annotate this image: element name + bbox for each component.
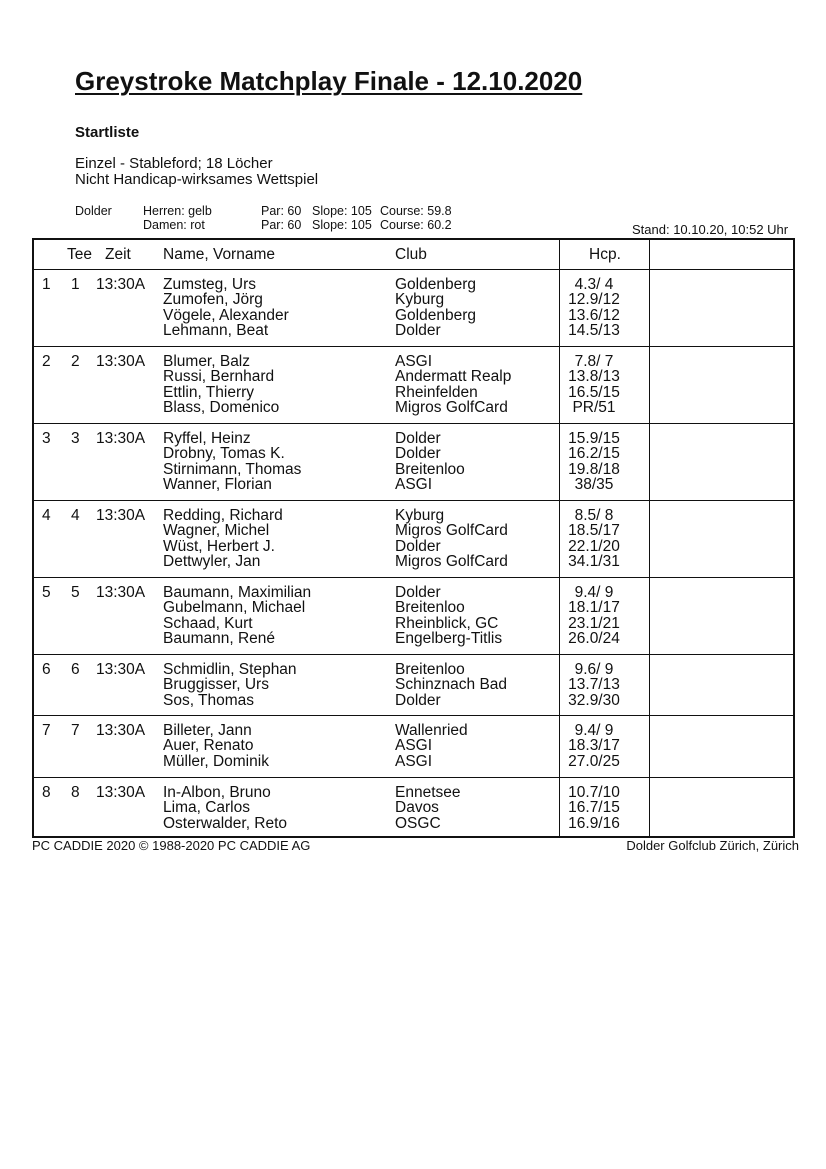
player-hcp: 10.7/10 (568, 784, 620, 801)
player-hcps (559, 723, 629, 769)
player-club: Rheinfelden (395, 383, 478, 401)
player-name: Wagner, Michel (163, 522, 270, 540)
column-divider (649, 240, 650, 836)
header-name: Name, Vorname (163, 246, 275, 263)
player-name: Müller, Dominik (163, 752, 269, 770)
document-subtitle: Startliste (75, 124, 140, 141)
footer-software: PC CADDIE 2020 © 1988-2020 PC CADDIE AG (32, 838, 311, 853)
group-tee: 3 (71, 430, 80, 447)
player-clubs (395, 585, 502, 647)
player-hcps (559, 662, 629, 708)
tee-women-slope: Slope: 105 (312, 218, 372, 232)
player-hcps (559, 585, 629, 647)
player-hcp: 12.9/12 (568, 291, 620, 309)
player-name: Baumann, Maximilian (163, 584, 312, 601)
player-club: Migros GolfCard (395, 522, 508, 540)
player-hcp: 23.1/21 (568, 614, 620, 632)
player-name: Billeter, Jann (163, 722, 252, 739)
player-club: Breitenloo (395, 460, 465, 478)
player-club: Migros GolfCard (395, 399, 508, 417)
player-club: Andermatt Realp (395, 368, 512, 386)
player-club: Wallenried (395, 722, 468, 739)
player-club: Dolder (395, 537, 441, 555)
player-club: Goldenberg (395, 276, 477, 293)
player-names (163, 585, 311, 647)
group-tee: 8 (71, 784, 80, 801)
group-number: 8 (42, 784, 51, 801)
player-name: Lima, Carlos (163, 799, 250, 817)
player-hcp: 38/35 (574, 476, 614, 494)
document-title: Greystroke Matchplay Finale - 12.10.2020 (75, 66, 583, 96)
status-timestamp: Stand: 10.10.20, 10:52 Uhr (632, 222, 789, 237)
player-hcps (559, 354, 629, 416)
player-clubs (395, 354, 511, 416)
player-name: Bruggisser, Urs (163, 676, 269, 694)
competition-type: Nicht Handicap-wirksames Wettspiel (75, 171, 319, 188)
player-hcp: 16.5/15 (568, 383, 620, 401)
player-name: Gubelmann, Michael (163, 599, 306, 617)
player-hcps (559, 785, 629, 831)
start-list-table (32, 238, 795, 838)
player-club: Ennetsee (395, 784, 461, 801)
player-hcps (559, 431, 629, 493)
player-hcp: PR/51 (572, 399, 616, 417)
row-divider (34, 269, 793, 270)
competition-format: Einzel - Stableford; 18 Löcher (75, 155, 273, 172)
row-divider (34, 423, 793, 424)
player-name: Wüst, Herbert J. (163, 537, 275, 555)
tee-women-course: Course: 60.2 (380, 218, 452, 232)
group-time: 13:30A (96, 584, 146, 601)
player-hcp: 9.4/ 9 (574, 584, 614, 601)
player-club: Dolder (395, 584, 441, 601)
player-hcp: 16.9/16 (568, 814, 620, 832)
player-hcp: 16.2/15 (568, 445, 620, 463)
player-name: Schaad, Kurt (163, 614, 253, 632)
tee-women-label: Damen: rot (143, 218, 205, 232)
player-names (163, 662, 297, 708)
course-name: Dolder (75, 204, 112, 218)
player-hcp: 18.3/17 (568, 737, 620, 755)
player-club: Dolder (395, 691, 441, 709)
header-hcp: Hcp. (589, 246, 621, 263)
player-hcp: 32.9/30 (568, 691, 620, 709)
tee-men-course: Course: 59.8 (380, 204, 452, 218)
player-name: Zumsteg, Urs (163, 276, 257, 293)
player-club: Migros GolfCard (395, 553, 508, 571)
player-name: Drobny, Tomas K. (163, 445, 285, 463)
player-club: Schinznach Bad (395, 676, 508, 694)
tee-women-par: Par: 60 (261, 218, 302, 232)
player-club: Engelberg-Titlis (395, 630, 503, 648)
player-names (163, 785, 287, 831)
player-name: Vögele, Alexander (163, 306, 289, 324)
header-zeit: Zeit (105, 246, 131, 263)
player-name: Redding, Richard (163, 507, 283, 524)
group-tee: 1 (71, 276, 80, 293)
player-names (163, 277, 289, 339)
player-names (163, 431, 301, 493)
group-time: 13:30A (96, 353, 146, 370)
player-name: Lehmann, Beat (163, 322, 269, 340)
player-name: Stirnimann, Thomas (163, 460, 302, 478)
player-hcp: 16.7/15 (568, 799, 620, 817)
group-number: 3 (42, 430, 51, 447)
player-club: Goldenberg (395, 306, 477, 324)
row-divider (34, 500, 793, 501)
player-club: Davos (395, 799, 439, 817)
player-club: ASGI (395, 353, 433, 370)
player-clubs (395, 785, 461, 831)
player-clubs (395, 723, 468, 769)
tee-men-label: Herren: gelb (143, 204, 212, 218)
player-hcp: 15.9/15 (568, 430, 620, 447)
player-name: Ettlin, Thierry (163, 383, 255, 401)
player-name: Dettwyler, Jan (163, 553, 261, 571)
row-divider (34, 346, 793, 347)
player-clubs (395, 508, 508, 570)
player-name: Russi, Bernhard (163, 368, 275, 386)
player-name: Blass, Domenico (163, 399, 280, 417)
player-hcp: 13.8/13 (568, 368, 620, 386)
player-hcp: 22.1/20 (568, 537, 620, 555)
player-names (163, 723, 269, 769)
player-club: ASGI (395, 476, 433, 494)
player-names (163, 508, 283, 570)
group-tee: 5 (71, 584, 80, 601)
player-hcp: 4.3/ 4 (574, 276, 614, 293)
group-tee: 2 (71, 353, 80, 370)
player-club: OSGC (395, 814, 441, 832)
player-name: Osterwalder, Reto (163, 814, 288, 832)
group-time: 13:30A (96, 722, 146, 739)
group-time: 13:30A (96, 784, 146, 801)
group-tee: 6 (71, 661, 80, 678)
footer-club: Dolder Golfclub Zürich, Zürich (626, 838, 799, 853)
player-club: Dolder (395, 445, 441, 463)
player-hcp: 7.8/ 7 (574, 353, 614, 370)
player-name: Schmidlin, Stephan (163, 661, 297, 678)
player-name: In-Albon, Bruno (163, 784, 271, 801)
player-club: Kyburg (395, 507, 445, 524)
tee-men-slope: Slope: 105 (312, 204, 372, 218)
group-tee: 7 (71, 722, 80, 739)
player-club: Dolder (395, 430, 441, 447)
player-name: Baumann, René (163, 630, 276, 648)
player-hcp: 19.8/18 (568, 460, 620, 478)
player-hcps (559, 277, 629, 339)
player-hcp: 18.1/17 (568, 599, 620, 617)
player-name: Zumofen, Jörg (163, 291, 263, 309)
group-number: 5 (42, 584, 51, 601)
player-hcp: 13.6/12 (568, 306, 620, 324)
player-club: ASGI (395, 752, 433, 770)
player-name: Sos, Thomas (163, 691, 255, 709)
player-clubs (395, 662, 507, 708)
group-time: 13:30A (96, 430, 146, 447)
row-divider (34, 777, 793, 778)
player-club: Dolder (395, 322, 441, 340)
group-number: 2 (42, 353, 51, 370)
player-clubs (395, 277, 476, 339)
player-hcp: 14.5/13 (568, 322, 620, 340)
player-hcp: 13.7/13 (568, 676, 620, 694)
player-hcp: 34.1/31 (568, 553, 620, 571)
player-club: ASGI (395, 737, 433, 755)
player-club: Breitenloo (395, 661, 465, 678)
group-number: 1 (42, 276, 51, 293)
group-number: 6 (42, 661, 51, 678)
group-time: 13:30A (96, 507, 146, 524)
player-hcp: 27.0/25 (568, 752, 620, 770)
group-time: 13:30A (96, 276, 146, 293)
player-hcps (559, 508, 629, 570)
row-divider (34, 577, 793, 578)
tee-men-par: Par: 60 (261, 204, 302, 218)
row-divider (34, 654, 793, 655)
player-hcp: 26.0/24 (568, 630, 620, 648)
player-hcp: 8.5/ 8 (574, 507, 614, 524)
player-name: Wanner, Florian (163, 476, 272, 494)
player-name: Ryffel, Heinz (163, 430, 251, 447)
header-tee: Tee (67, 246, 92, 263)
group-tee: 4 (71, 507, 80, 524)
player-club: Breitenloo (395, 599, 465, 617)
player-clubs (395, 431, 465, 493)
header-club: Club (395, 246, 427, 263)
player-club: Kyburg (395, 291, 445, 309)
player-club: Rheinblick, GC (395, 614, 499, 632)
player-hcp: 18.5/17 (568, 522, 620, 540)
player-hcp: 9.6/ 9 (574, 661, 614, 678)
player-name: Auer, Renato (163, 737, 254, 755)
group-number: 7 (42, 722, 51, 739)
player-names (163, 354, 279, 416)
player-name: Blumer, Balz (163, 353, 251, 370)
group-time: 13:30A (96, 661, 146, 678)
group-number: 4 (42, 507, 51, 524)
row-divider (34, 715, 793, 716)
player-hcp: 9.4/ 9 (574, 722, 614, 739)
